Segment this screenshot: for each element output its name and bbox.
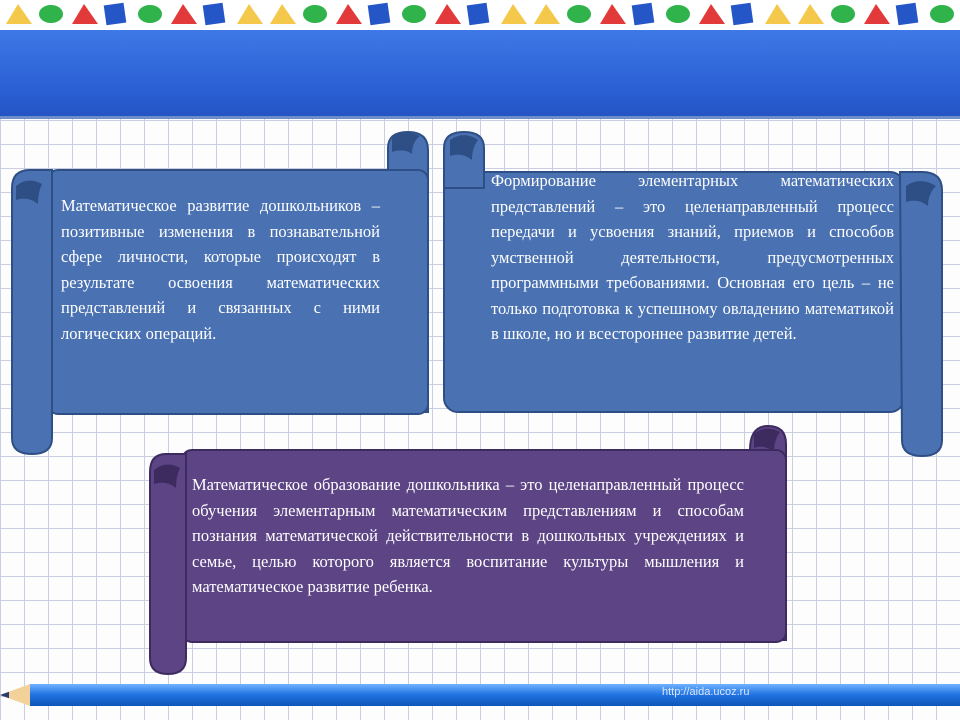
triangle-shape-icon bbox=[171, 4, 197, 24]
square-shape-icon bbox=[896, 3, 919, 26]
scroll-right bbox=[438, 128, 948, 458]
circle-shape-icon bbox=[567, 5, 591, 23]
triangle-shape-icon bbox=[6, 4, 32, 24]
circle-shape-icon bbox=[138, 5, 162, 23]
watermark: http://aida.ucoz.ru bbox=[662, 686, 750, 698]
square-shape-icon bbox=[467, 3, 490, 26]
square-shape-icon bbox=[104, 3, 127, 26]
triangle-shape-icon bbox=[501, 4, 527, 24]
square-shape-icon bbox=[632, 3, 655, 26]
circle-shape-icon bbox=[303, 5, 327, 23]
definition-math-development: Математическое развитие дошкольников – позитивные изменения в познавательной сфере личности, которые происходят в результате освоения математических представлений и связанных с ними логических операций. bbox=[61, 196, 380, 343]
triangle-shape-icon bbox=[72, 4, 98, 24]
square-shape-icon bbox=[731, 3, 754, 26]
circle-shape-icon bbox=[930, 5, 954, 23]
definition-femp: Формирование элементарных математических представлений – это целенаправленный процесс передачи и усвоения знаний, приемов и способов умственной деятельности, предусмотренных программными требованиями. Основная его цель – не только подготовка к успешному овладению математикой в школе, но и всестороннее развитие детей. bbox=[491, 171, 894, 343]
circle-shape-icon bbox=[39, 5, 63, 23]
triangle-shape-icon bbox=[336, 4, 362, 24]
triangle-shape-icon bbox=[237, 4, 263, 24]
triangle-shape-icon bbox=[435, 4, 461, 24]
triangle-shape-icon bbox=[600, 4, 626, 24]
scroll-bottom bbox=[146, 420, 792, 676]
scroll-left bbox=[8, 128, 434, 458]
circle-shape-icon bbox=[831, 5, 855, 23]
square-shape-icon bbox=[203, 3, 226, 26]
triangle-shape-icon bbox=[864, 4, 890, 24]
triangle-shape-icon bbox=[765, 4, 791, 24]
triangle-shape-icon bbox=[798, 4, 824, 24]
pencil-icon bbox=[0, 684, 32, 706]
circle-shape-icon bbox=[402, 5, 426, 23]
square-shape-icon bbox=[368, 3, 391, 26]
definition-math-education: Математическое образование дошкольника – это целенаправленный процесс обучения элементарным математическим представлениям и способам познания математической действительности в дошкольных учреждениях и семье, целью которого является воспитание культуры мышления и математическое развитие ребенка. bbox=[192, 475, 744, 597]
decorative-shapes-strip bbox=[0, 0, 960, 30]
circle-shape-icon bbox=[666, 5, 690, 23]
title-banner bbox=[0, 30, 960, 119]
pencil-bar bbox=[30, 684, 960, 706]
shapes-row bbox=[0, 0, 960, 30]
triangle-shape-icon bbox=[534, 4, 560, 24]
triangle-shape-icon bbox=[270, 4, 296, 24]
triangle-shape-icon bbox=[699, 4, 725, 24]
